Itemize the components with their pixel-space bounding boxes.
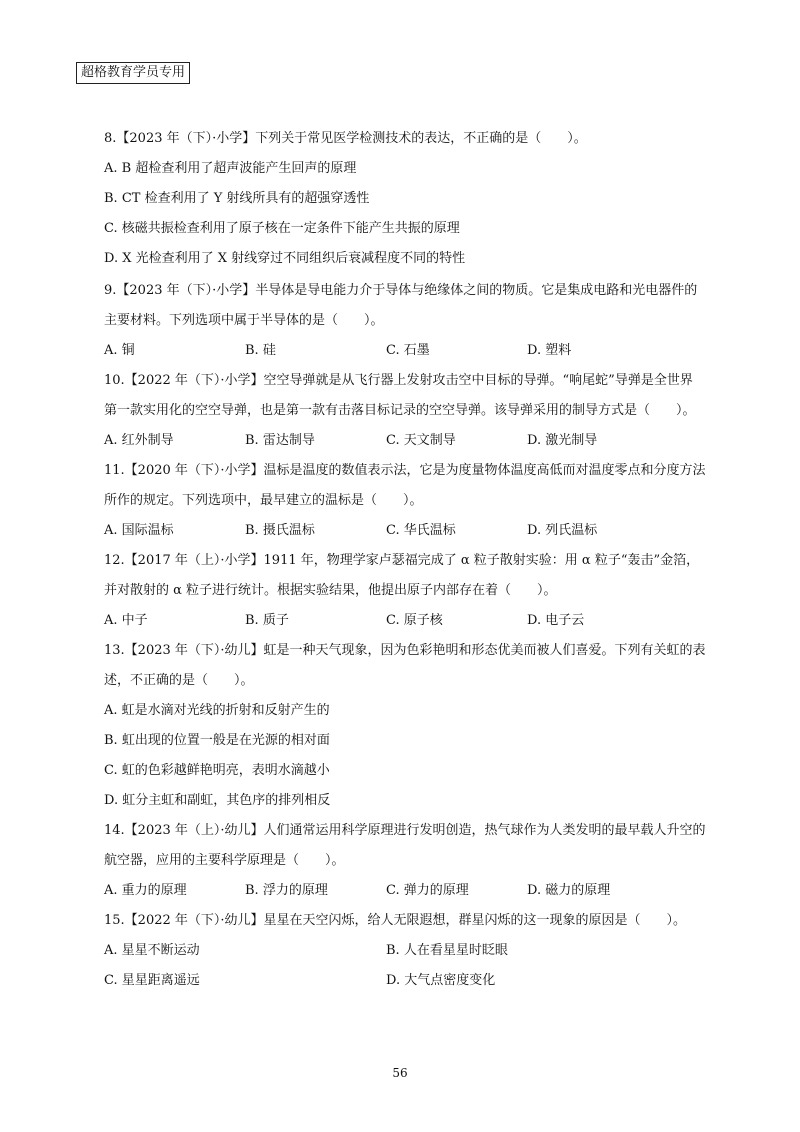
question-14 <box>104 816 722 906</box>
question-stem-line-1: 9.【2023 年（下）·小学】半导体是导电能力介于导体与绝缘体之间的物质。它是集成电路和光电器件的 <box>104 283 698 298</box>
question-stem-line-2: 述，不正确的是（ ）。 <box>104 673 254 688</box>
option-d: D. 激光制导 <box>527 433 598 448</box>
question-11 <box>104 456 722 546</box>
option-d: D. 电子云 <box>527 613 585 628</box>
question-stem: 15.【2022 年（下）·幼儿】星星在天空闪烁，给人无限遐想，群星闪烁的这一现象的原因是（ ）。 <box>104 913 687 928</box>
question-stem-line-1: 12.【2017 年（上）·小学】1911 年，物理学家卢瑟福完成了 α 粒子散射实验：用 α 粒子“轰击”金箔， <box>104 553 700 568</box>
option-a: A. 铜 <box>104 343 135 358</box>
question-stem-line-1: 10.【2022 年（下）·小学】空空导弹就是从飞行器上发射攻击空中目标的导弹。“响尾蛇”导弹是全世界 <box>104 373 693 388</box>
question-stem-line-1: 13.【2023 年（下）·幼儿】虹是一种天气现象，因为色彩艳明和形态优美而被人们喜爱。下列有关虹的表 <box>104 643 706 658</box>
option-b: B. 人在看星星时眨眼 <box>386 943 508 958</box>
option-a: A. 国际温标 <box>104 523 174 538</box>
options-row-1 <box>104 936 722 966</box>
option-c: C. 弹力的原理 <box>386 883 469 898</box>
option-d: D. 磁力的原理 <box>527 883 611 898</box>
option-d: D. 大气点密度变化 <box>386 973 496 988</box>
option-b: B. 雷达制导 <box>245 433 315 448</box>
option-b: B. 摄氏温标 <box>245 523 315 538</box>
header-badge: 超格教育学员专用 <box>76 62 190 84</box>
option-c: C. 核磁共振检查利用了原子核在一定条件下能产生共振的原理 <box>104 221 460 236</box>
question-13 <box>104 636 722 816</box>
page-number: 56 <box>392 1066 408 1080</box>
question-10 <box>104 366 722 456</box>
question-8 <box>104 124 722 274</box>
question-12 <box>104 546 722 636</box>
option-d: D. 塑料 <box>527 343 572 358</box>
question-stem-line-2: 主要材料。下列选项中属于半导体的是（ ）。 <box>104 313 384 328</box>
option-c: C. 原子核 <box>386 613 443 628</box>
option-a: A. 虹是水滴对光线的折射和反射产生的 <box>104 703 330 718</box>
option-d: D. 虹分主虹和副虹，其色序的排列相反 <box>104 793 331 808</box>
question-9 <box>104 276 722 366</box>
question-stem-line-1: 14.【2023 年（上）·幼儿】人们通常运用科学原理进行发明创造，热气球作为人类发明的最早载人升空的 <box>104 823 706 838</box>
options-row <box>104 336 722 366</box>
option-b: B. 虹出现的位置一般是在光源的相对面 <box>104 733 330 748</box>
question-stem-line-2: 第一款实用化的空空导弹，也是第一款有击落目标记录的空空导弹。该导弹采用的制导方式是（ ）。 <box>104 403 696 418</box>
option-c: C. 天文制导 <box>386 433 456 448</box>
option-b: B. 硅 <box>245 343 276 358</box>
option-d: D. 列氏温标 <box>527 523 598 538</box>
options-row <box>104 426 722 456</box>
option-d: D. X 光检查利用了 X 射线穿过不同组织后衰减程度不同的特性 <box>104 251 466 266</box>
question-15 <box>104 906 722 996</box>
option-b: B. 浮力的原理 <box>245 883 328 898</box>
option-a: A. 星星不断运动 <box>104 943 200 958</box>
question-stem-line-2: 并对散射的 α 粒子进行统计。根据实验结果，他提出原子内部存在着（ ）。 <box>104 583 557 598</box>
options-row <box>104 516 722 546</box>
options-row <box>104 606 722 636</box>
question-stem-line-1: 11.【2020 年（下）·小学】温标是温度的数值表示法，它是为度量物体温度高低而对温度零点和分度方法 <box>104 463 706 478</box>
question-stem-line-2: 所作的规定。下列选项中，最早建立的温标是（ ）。 <box>104 493 423 508</box>
options-row <box>104 876 722 906</box>
option-a: A. 中子 <box>104 613 148 628</box>
option-a: A. B 超检查利用了超声波能产生回声的原理 <box>104 161 357 176</box>
option-c: C. 石墨 <box>386 343 430 358</box>
option-b: B. CT 检查利用了 Y 射线所具有的超强穿透性 <box>104 191 370 206</box>
option-a: A. 红外制导 <box>104 433 174 448</box>
question-stem-line-2: 航空器，应用的主要科学原理是（ ）。 <box>104 853 345 868</box>
option-a: A. 重力的原理 <box>104 883 187 898</box>
options-row-2 <box>104 966 722 996</box>
option-b: B. 质子 <box>245 613 289 628</box>
option-c: C. 华氏温标 <box>386 523 456 538</box>
option-c: C. 虹的色彩越鲜艳明亮，表明水滴越小 <box>104 763 330 778</box>
option-c: C. 星星距离遥远 <box>104 973 200 988</box>
question-stem: 8.【2023 年（下）·小学】下列关于常见医学检测技术的表达，不正确的是（ ）。 <box>104 131 587 146</box>
